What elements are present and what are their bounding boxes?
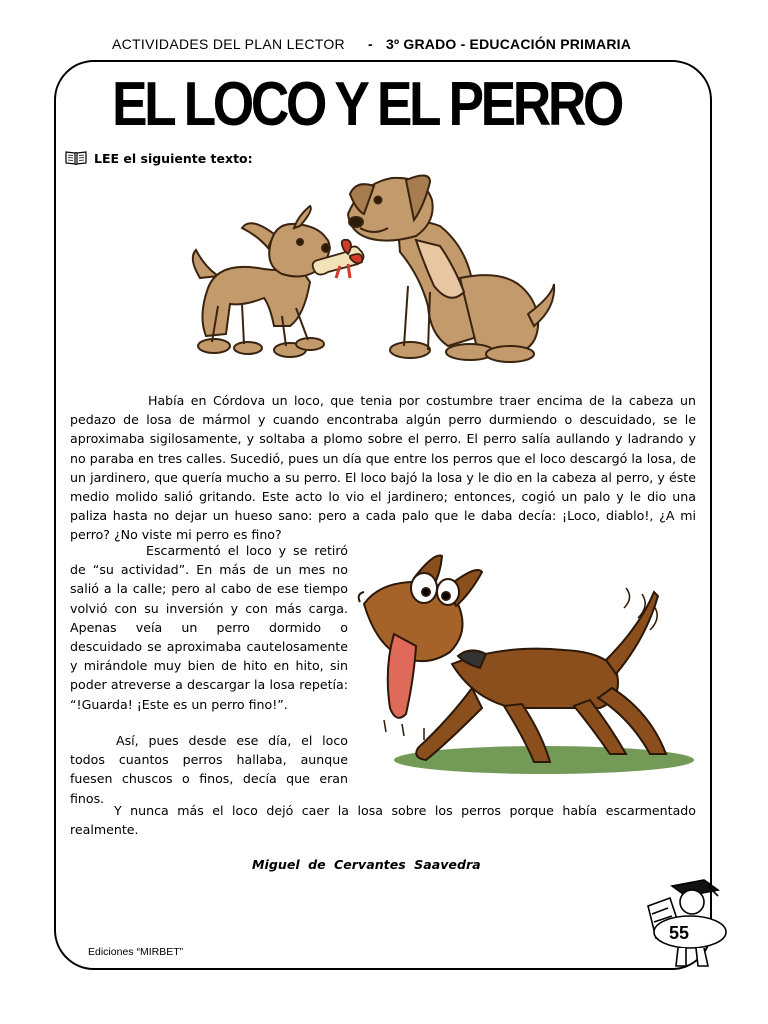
header-plan-lector: ACTIVIDADES DEL PLAN LECTOR: [112, 36, 345, 52]
story-paragraph-4: Y nunca más el loco dejó caer la losa sobre los perros porque había escarmentado realmente.: [70, 803, 696, 838]
story-paragraph-1: Había en Córdova un loco, que tenia por costumbre traer encima de la cabeza un pedazo de losa de mármol y cuando encontraba algún perro durmiendo o descuidado, se le aproximaba sigilosamente, y soltaba a plomo sobre el perro. El perro salía aullando y ladrando y no paraba en tres calles. Sucedió, pues un día que entre los perros que el loco descargó la losa, de un jardinero, que quería mucho a su perro. El loco bajó la losa y le dio en la cabeza al perro, y éste medio molido salió gritando. Este acto lo vio el jardinero; entonces, cogió un palo y le dio una paliza hasta no dejar un hueso sano: pero a cada palo que le daba decía: ¡Loco, diablo!, ¿A mi perro? ¿No viste mi perro es fino?: [70, 393, 696, 543]
crazy-dog-illustration: [354, 548, 694, 788]
header-separator: -: [368, 36, 373, 52]
page-header: [0, 36, 768, 56]
story-paragraph-3: Así, pues desde ese día, el loco todos cuantos perros hallaba, aunque fuesen chuscos o finos, decía que eran finos.: [70, 733, 348, 806]
book-icon: [64, 150, 88, 166]
dogs-with-bone-illustration: [178, 166, 562, 372]
header-grade: 3º GRADO - EDUCACIÓN PRIMARIA: [386, 36, 632, 52]
puppy-figure: [193, 206, 330, 357]
big-dog-figure: [348, 175, 554, 362]
page-title: EL LOCO Y EL PERRO: [112, 70, 621, 139]
story-author: Miguel de Cervantes Saavedra: [252, 857, 481, 872]
instruction-text: LEE el siguiente texto:: [94, 150, 253, 166]
story-paragraph-2: Escarmentó el loco y se retiró de “su actividad”. En más de un mes no salió a la calle; pero al cabo de ese tiempo volvió con su inversión y con más carga. Apenas veía un perro dormido o descuidado se aproximaba cautelosamente y mirándole muy bien de hito en hito, sin poder atreverse a descargar la losa repetía: “!Guarda! ¡Este es un perro fino!”.: [70, 543, 348, 712]
page-number: 55: [668, 922, 690, 943]
reading-instruction: [64, 150, 253, 166]
publisher-footer: Ediciones “MIRBET”: [88, 946, 184, 958]
